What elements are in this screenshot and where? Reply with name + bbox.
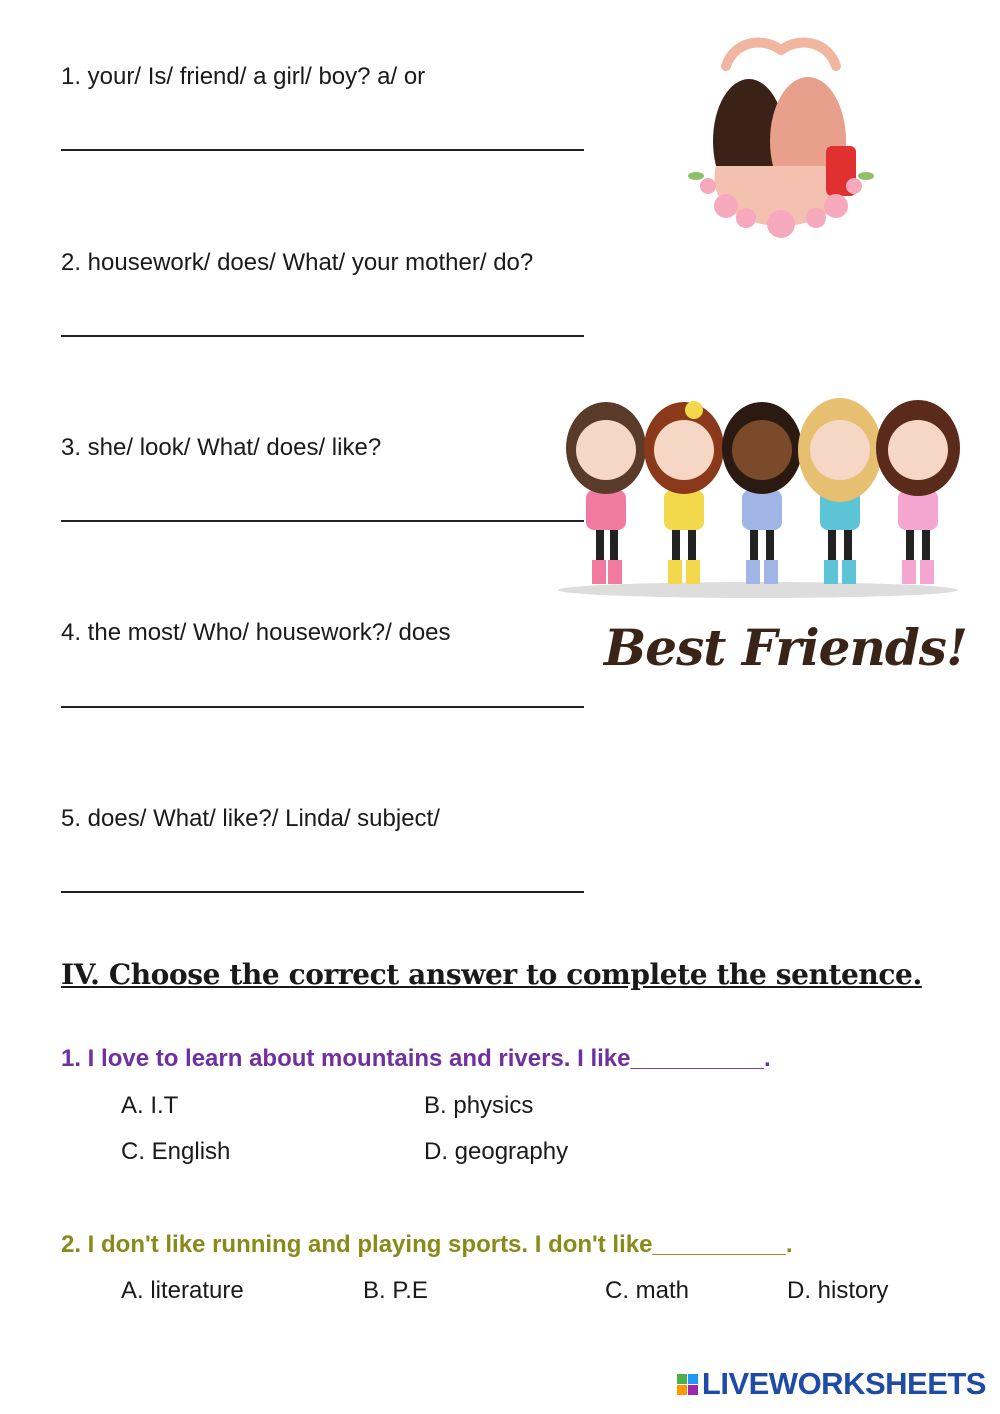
logo-text: LIVEWORKSHEETS [701,1366,986,1401]
mc2-option-a[interactable]: A. literature [121,1277,244,1304]
logo-icon [677,1374,698,1395]
best-friends-girls-illustration [552,390,964,602]
mc1-option-d[interactable]: D. geography [424,1138,569,1165]
mc1-option-c[interactable]: C. English [121,1138,231,1165]
answer-line-1[interactable] [61,149,584,151]
reorder-question-5: 5. does/ What/ like?/ Linda/ subject/ [61,805,440,832]
mc2-option-c[interactable]: C. math [605,1277,690,1304]
best-friends-caption: Best Friends! [604,618,967,677]
mc-question-2: 2. I don't like running and playing sports. I don't like__________. [61,1231,793,1258]
mc1-option-b[interactable]: B. physics [424,1092,534,1119]
mc2-option-d[interactable]: D. history [787,1277,889,1304]
answer-line-5[interactable] [61,891,584,893]
answer-line-4[interactable] [61,706,584,708]
section-title: IV. Choose the correct answer to complete the sentence. [61,958,922,991]
answer-line-2[interactable] [61,335,584,337]
reorder-question-3: 3. she/ look/ What/ does/ like? [61,434,382,461]
mc-question-1: 1. I love to learn about mountains and rivers. I like__________. [61,1045,771,1072]
friends-heart-illustration [686,36,876,242]
mc2-option-b[interactable]: B. P.E [363,1277,428,1304]
liveworksheets-logo [677,1366,986,1402]
reorder-question-2: 2. housework/ does/ What/ your mother/ do? [61,249,534,276]
answer-line-3[interactable] [61,520,584,522]
reorder-question-1: 1. your/ Is/ friend/ a girl/ boy? a/ or [61,63,426,90]
mc1-option-a[interactable]: A. I.T [121,1092,179,1119]
reorder-question-4: 4. the most/ Who/ housework?/ does [61,619,451,646]
